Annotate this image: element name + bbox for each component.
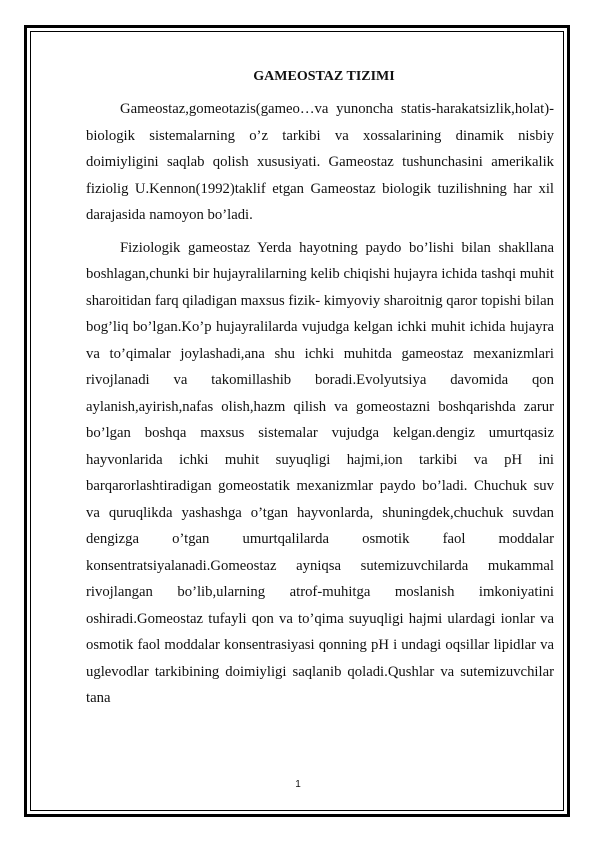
document-body bbox=[86, 66, 554, 712]
paragraph-physiological: Fiziologik gameostaz Yerda hayotning paydo bo’lishi bilan shakllana boshlagan,chunki bir hujayralilarning kelib chiqishi hujayra ichida tashqi muhit sharoitidan farq qiladigan maxsus fizik- kimyoviy sharoitnig qaror topishi bilan bog’liq bo’lgan.Ko’p hujayralilarda vujudga kelgan ichki muhit ichida hujayra va to’qimalar joylashadi,ana shu ichki muhitda gameostaz mexanizmlari rivojlanadi va takomillashib boradi.Evolyutsiya davomida qon aylanish,ayirish,nafas olish,hazm qilish va gomeostazni boshqarishda zarur bo’lgan boshqa maxsus sistemalar vujudga kelgan.dengiz umurtqasiz hayvonlarida ichki muhit suyuqligi hajmi,ion tarkibi va pH ini barqarorlashtiradigan gomeostatik mexanizmlar paydo bo’ladi. Chuchuk suv va quruqlikda yashashga o’tgan hayvonlarda, shuningdek,chuchuk suvdan dengizga o’tgan umurtqalilarda osmotik faol moddalar konsentratsiyalanadi.Gomeostaz ayniqsa sutemizuvchilarda mukammal rivojlangan bo’lib,ularning atrof-muhitga moslanish imkoniyatini oshiradi.Gomeostaz tufayli qon va to’qima suyuqligi hajmi ulardagi ionlar va osmotik faol moddalar konsentrasiyasi qonning pH i undagi oqsillar lipidlar va uglevodlar tarkibining doimiyligi saqlanib qoladi.Qushlar va sutemizuvchilar tana bbox=[86, 239, 554, 706]
document-title: GAMEOSTAZ TIZIMI bbox=[253, 69, 395, 84]
page-number: 1 bbox=[295, 779, 301, 790]
paragraph-intro: Gameostaz,gomeotazis(gameo…va yunoncha statis-harakatsizlik,holat)-biologik sistemalarning o’z tarkibi va xossalarining dinamik nisbiy doimiyligini saqlab qolish xususiyati. Gameostaz tushunchasini amerikalik fiziolig U.Kennon(1992)taklif etgan Gameostaz biologik tuzilishning har xil darajasida namoyon bo’ladi. bbox=[86, 101, 554, 223]
